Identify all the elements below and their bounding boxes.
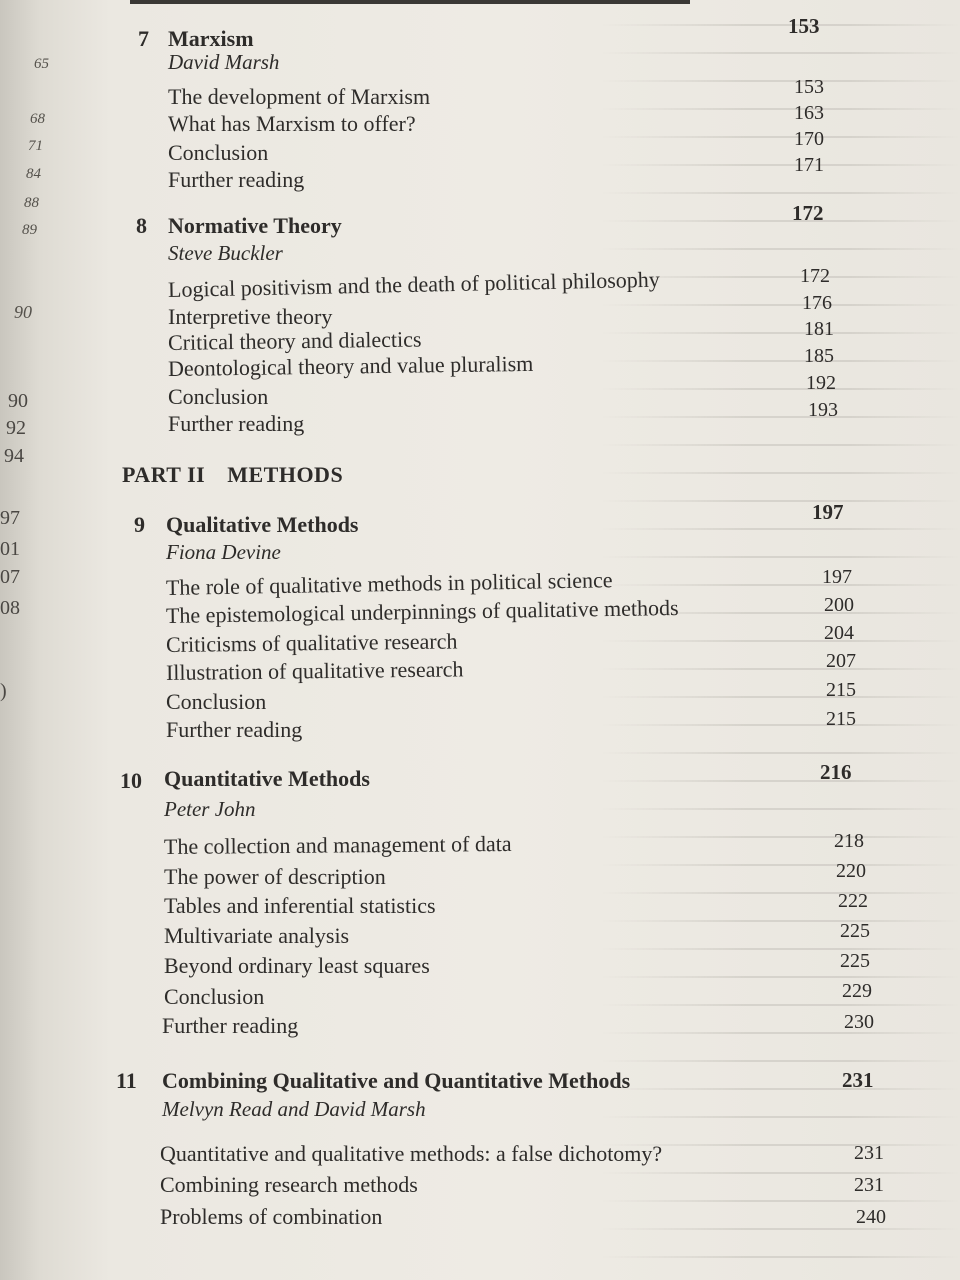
section-title: The role of qualitative methods in political science (165, 567, 613, 600)
chapter-author: Peter John (164, 797, 256, 821)
section-title: The development of Marxism (168, 84, 431, 109)
chapter-title: Combining Qualitative and Quantitative Methods (162, 1068, 631, 1093)
section-page: 163 (794, 102, 824, 124)
chapter-page: 197 (812, 500, 844, 524)
section-title: Logical positivism and the death of political philosophy (167, 266, 661, 302)
section-page: 218 (834, 830, 864, 852)
section-title: The power of description (164, 864, 386, 889)
section-page: 193 (808, 399, 838, 421)
margin-note: 97 (0, 507, 20, 529)
part-label: PART II (122, 462, 206, 487)
section-title: Conclusion (166, 689, 267, 714)
section-title: Deontological theory and value pluralism (167, 350, 534, 381)
chapter-title: Qualitative Methods (166, 512, 359, 537)
chapter-author: David Marsh (168, 50, 280, 74)
section-title: Tables and inferential statistics (164, 893, 436, 918)
section-title: Conclusion (164, 984, 265, 1009)
section-title: Combining research methods (160, 1172, 418, 1197)
margin-note: 84 (26, 166, 41, 182)
section-title: Conclusion (168, 140, 269, 165)
section-page: 185 (804, 345, 834, 367)
section-title: Further reading (168, 167, 305, 192)
section-page: 172 (800, 265, 830, 287)
section-title: Multivariate analysis (164, 923, 350, 948)
section-title: Further reading (168, 411, 305, 436)
chapter-page: 172 (792, 201, 824, 225)
margin-note: 90 (14, 302, 32, 322)
margin-note: 89 (22, 222, 37, 238)
section-title: Conclusion (168, 384, 269, 409)
section-page: 200 (824, 594, 854, 616)
margin-note: ) (0, 680, 7, 702)
section-page: 220 (836, 860, 866, 882)
section-title: Beyond ordinary least squares (164, 953, 430, 978)
section-title: Further reading (166, 717, 303, 742)
margin-note: 08 (0, 597, 20, 619)
section-page: 222 (838, 890, 868, 912)
section-page: 240 (856, 1206, 886, 1228)
chapter-number: 7 (138, 26, 149, 51)
section-title: Further reading (162, 1013, 299, 1038)
section-title: What has Marxism to offer? (168, 111, 416, 136)
section-page: 215 (826, 679, 856, 701)
chapter-number: 9 (134, 512, 145, 537)
section-title: Illustration of qualitative research (165, 656, 464, 685)
section-page: 197 (822, 566, 852, 588)
section-page: 181 (804, 318, 834, 340)
section-page: 225 (840, 950, 870, 972)
margin-note: 88 (24, 195, 39, 211)
section-page: 207 (826, 650, 856, 672)
section-page: 225 (840, 920, 870, 942)
chapter-page: 231 (842, 1068, 874, 1092)
section-page: 204 (824, 622, 854, 644)
chapter-page: 153 (788, 14, 820, 38)
chapter-number: 11 (116, 1068, 137, 1093)
section-page: 170 (794, 128, 824, 150)
margin-note: 01 (0, 538, 20, 560)
section-page: 231 (854, 1142, 884, 1164)
margin-note: 07 (0, 566, 20, 588)
section-title: The epistemological underpinnings of qualitative methods (165, 594, 679, 628)
margin-note: 90 (8, 390, 28, 412)
chapter-page: 216 (820, 760, 852, 784)
section-title: Quantitative and qualitative methods: a false dichotomy? (160, 1141, 663, 1166)
top-rule (130, 0, 690, 4)
section-page: 192 (806, 372, 836, 394)
chapter-number: 8 (136, 213, 147, 238)
chapter-title: Quantitative Methods (164, 766, 370, 791)
section-page: 215 (826, 708, 856, 730)
chapter-author: Steve Buckler (168, 241, 283, 265)
margin-note: 71 (28, 138, 43, 154)
section-page: 230 (844, 1011, 874, 1033)
chapter-author: Melvyn Read and David Marsh (162, 1097, 426, 1121)
margin-note: 94 (4, 445, 24, 467)
margin-note: 92 (6, 417, 26, 439)
section-page: 153 (794, 76, 824, 98)
chapter-title: Normative Theory (168, 213, 342, 238)
section-page: 231 (854, 1174, 884, 1196)
chapter-author: Fiona Devine (166, 540, 281, 564)
part-title: METHODS (227, 462, 344, 487)
chapter-number: 10 (120, 768, 142, 793)
section-title: Interpretive theory (168, 304, 333, 329)
section-title: The collection and management of data (163, 830, 512, 859)
chapter-title: Marxism (168, 26, 254, 51)
section-page: 176 (802, 292, 832, 314)
show-through-text (600, 0, 960, 1280)
section-page: 229 (842, 980, 872, 1002)
section-title: Critical theory and dialectics (167, 326, 422, 355)
section-page: 171 (794, 154, 824, 176)
section-title: Problems of combination (160, 1204, 383, 1229)
part-heading (122, 462, 365, 488)
margin-note: 68 (30, 111, 45, 127)
section-title: Criticisms of qualitative research (165, 628, 458, 657)
margin-note: 65 (34, 56, 49, 72)
